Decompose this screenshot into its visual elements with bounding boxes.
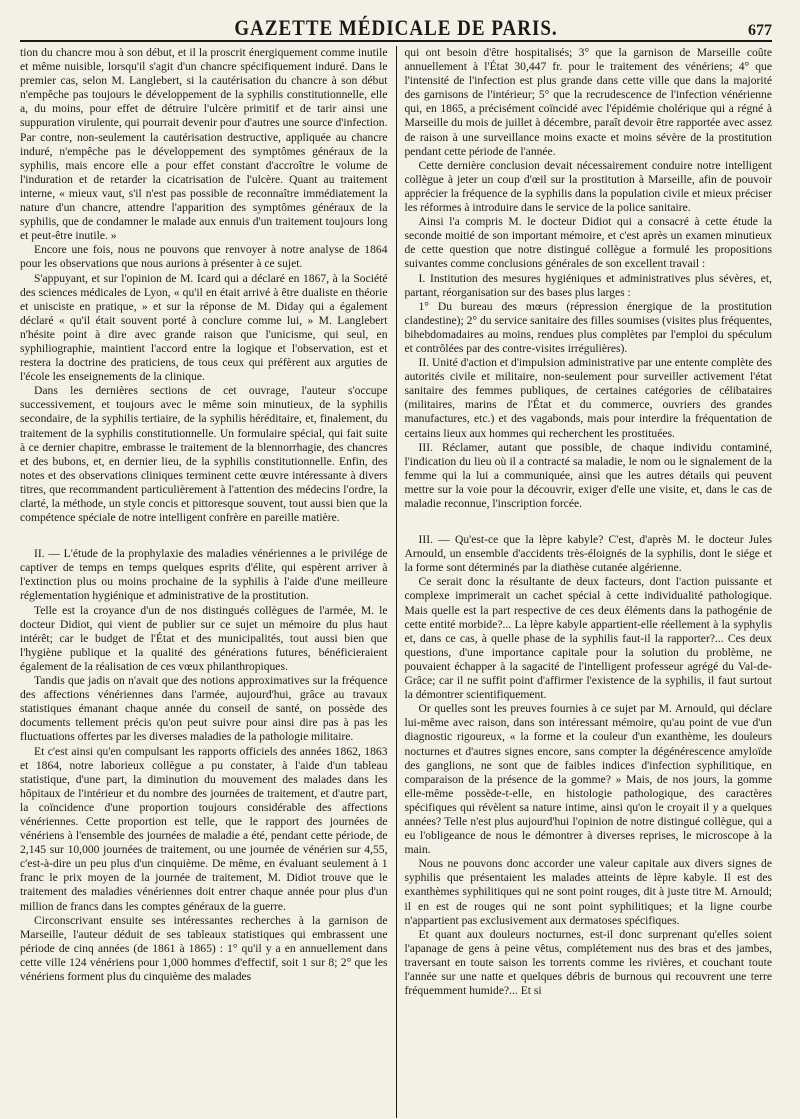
article-columns [20, 46, 772, 1118]
page-number: 677 [748, 22, 772, 39]
paragraph: Nous ne pouvons donc accorder une valeur capitale aux divers signes de syphilis que présentaient les malades atteints de lèpre kabyle. Il est des exanthèmes syphilitiques qui ne sont point rouges, dit à juste titre M. Arnould; il en est de rouges qui ne sont point syphilitiques; et la ligne courbe n'appartient pas exclusivement aux dermatoses spécifiques. [404, 857, 772, 927]
page-header [20, 14, 772, 42]
journal-title: GAZETTE MÉDICALE DE PARIS. [234, 16, 558, 41]
section-ii-paragraph: II. — L'étude de la prophylaxie des maladies vénériennes a le privilége de captiver de temps en temps quelques esprits d'élite, qui espèrent arriver à l'extinction plus ou moins prochaine de la syphilis à l'aide d'une meilleure réglementation hygiénique et administrative de la prostitution. [20, 547, 388, 603]
right-column [404, 46, 772, 1118]
paragraph: qui ont besoin d'être hospitalisés; 3° que la garnison de Marseille coûte annuellement à l'État 30,447 fr. pour le traitement des vénériens; 4° que l'intensité de l'infection est plus grande dans cette ville que dans la majorité des garnisons de l'intérieur; 5° que la recrudescence de l'infection vénérienne qui, en 1865, a précisément coïncidé avec l'épidémie cholérique qui a régné à Marseille du mois de juillet à décembre, paraît devoir être rapportée avec assez de raison à une surveillance moins exacte et moins sévère de la prostitution pendant cette période de l'année. [404, 46, 772, 158]
paragraph: Et quant aux douleurs nocturnes, est-il donc surprenant qu'elles soient l'apanage de gens à peine vêtus, complétement nus des bras et des jambes, traversant en toute saison les torrents comme les rivières, et couchant toute l'année sur une natte et quelques débris de burnous qui recouvrent une terre fréquemment humide?... Et si [404, 927, 772, 998]
paragraph: Et c'est ainsi qu'en compulsant les rapports officiels des années 1862, 1863 et 1864, notre laborieux collègue a pu constater, à l'aide d'un tableau statistique, d'une part, la diminution du mouvement des malades dans les hôpitaux de l'intérieur et du nombre des journées de traitement, et d'autre part, la coïncidence d'une proportion toujours considérable des affections vénériennes. Cette proportion est telle, que le rapport des journées de vénériens à l'ensemble des journées de maladie a été, pendant cette période, de 2,145 sur 10,000 journées de traitement, ou une journée de vénérien sur 4,55, c'est-à-dire un peu plus d'un cinquième. De même, en évaluant seulement à 1 franc le prix moyen de la journée de traitement, M. Didiot trouve que le traitement des maladies vénériennes doit entrer chaque année pour plus d'un million de francs dans les comptes généraux de la guerre. [20, 744, 388, 913]
paragraph: Tandis que jadis on n'avait que des notions approximatives sur la fréquence des affections vénériennes dans l'armée, aujourd'hui, grâce au travaux statistiques émanant chaque année du conseil de santé, on possède des documents tellement précis qu'on peut suivre pour ainsi dire pas à pas les fluctuations offertes par les diverses maladies de la pathologie militaire. [20, 674, 388, 744]
paragraph: III. Réclamer, autant que possible, de chaque individu contaminé, l'indication du lieu où il a contracté sa maladie, le nom ou le signalement de la femme qui la lui a communiquée, ainsi que les autres détails qui peuvent mettre sur la voie pour la découvrir, exiger d'elle une visite, et, dans le cas de maladie reconnue, l'inscription forcée. [404, 440, 772, 510]
paragraph: tion du chancre mou à son début, et il la proscrit énergiquement comme inutile et même nuisible, lorsqu'il s'agit d'un chancre spécifiquement induré. Dans le premier cas, selon M. Langlebert, si la cautérisation du chancre à son début n'empêche pas toujours le développement de la syphilis constitutionnelle, elle a, du moins, pour effet de détruire l'ulcère primitif et de tarir ainsi une suppuration virulente, qui pourrait devenir pour d'autres une source d'infection. Par contre, non-seulement la cautérisation destructive, appliquée au chancre induré, n'empêche pas le développement des symptômes généraux de la syphilis, mais encore elle a pour effet constant d'accroître le volume de l'induration et de retarder la cicatrisation de l'ulcère. Quant au traitement interne, « mieux vaut, s'il n'est pas possible de reconnaître immédiatement la nature d'un chancre, attendre l'apparition des symptômes généraux de la syphilis, que de condamner le malade aux ennuis d'un traitement toujours long et peut-être inutile. » [20, 46, 388, 243]
paragraph: Circonscrivant ensuite ses intéressantes recherches à la garnison de Marseille, l'auteur déduit de ses tableaux statistiques qui embrassent une période de cinq années (de 1861 à 1865) : 1° qu'il y a en annuellement dans cette ville 124 vénériens pour 1,000 hommes d'effectif, soit 1 sur 8; 2° que les vénériens forment plus du cinquième des malades [20, 913, 388, 983]
section-iii-paragraph: III. — Qu'est-ce que la lèpre kabyle? C'est, d'après M. le docteur Jules Arnould, un ensemble d'accidents très-éloignés de la syphilis, dont le siége et la forme sont déterminés par la diathèse cutanée algérienne. [404, 533, 772, 575]
paragraph: Ainsi l'a compris M. le docteur Didiot qui a consacré à cette étude la seconde moitié de son important mémoire, et c'est après un examen minutieux de cette question que notre distingué collègue a formulé les propositions suivantes comme conclusions générales de son excellent travail : [404, 215, 772, 271]
paragraph: Or quelles sont les preuves fournies à ce sujet par M. Arnould, qui déclare lui-même avec raison, dans son intéressant mémoire, qu'au point de vue d'un diagnostic rigoureux, « la forme et la couleur d'un exanthème, les douleurs nocturnes et d'autres signes encore, sans compter la dégénérescence amyloïde des ganglions, ne sont que de faibles indices d'infection syphilitique, en comparaison de la présence de la gomme? » Mais, de nos jours, la gomme elle-même possède-t-elle, en histologie pathologique, des caractères spécifiques qui révèlent sa nature intime, ainsi qu'on le croyait il y a quelques années? Telle n'est plus aujourd'hui l'opinion de notre distingué collègue, qui a eu l'obligeance de nous le démontrer à diverses reprises, le microscope à la main. [404, 702, 772, 857]
paragraph: II. Unité d'action et d'impulsion administrative par une entente complète des autorités civile et militaire, non-seulement pour surveiller activement l'état sanitaire des femmes publiques, de certaines catégories de célibataires (militaires, marins de l'État et du commerce, ouvriers des grandes manufactures, etc.) et des vagabonds, mais pour interdire la fréquentation de certains lieux aux hommes qui recherchent les prostituées. [404, 356, 772, 440]
paragraph: Dans les dernières sections de cet ouvrage, l'auteur s'occupe successivement, et toujours avec le même soin minutieux, de la syphilis secondaire, de la syphilis tertiaire, de la syphilis héréditaire, et, finalement, du traitement de la syphilis constitutionnelle. Un formulaire spécial, qui fait suite à ce dernier chapitre, embrasse le traitement de la blennorrhagie, des chancres et des bubons, et, en dernier lieu, de la syphilis constitutionnelle. Enfin, des notes et des observations cliniques terminent cette œuvre intéressante à divers titres, que recommandent particulièrement à l'attention des médecins l'ordre, la clarté, la méthode, un style concis et pittoresque souvent, tout aussi bien que la compétence spéciale de notre intelligent confrère en pareille matière. [20, 384, 388, 525]
column-divider [396, 46, 397, 1118]
paragraph: Encore une fois, nous ne pouvons que renvoyer à notre analyse de 1864 pour les observations que nous aurions à présenter à ce sujet. [20, 243, 388, 271]
paragraph: Cette dernière conclusion devait nécessairement conduire notre intelligent collègue à jeter un coup d'œil sur la prostitution à Marseille, afin de pouvoir apprécier la fréquence de la syphilis dans la population civile et mieux préciser les réformes à introduire dans le service de la police sanitaire. [404, 158, 772, 215]
paragraph: Telle est la croyance d'un de nos distingués collègues de l'armée, M. le docteur Didiot, qui vient de publier sur ce sujet un mémoire du plus haut intérêt; car le budget de l'État et des municipalités, tout aussi bien que l'hygiène publique et la qualité des générations futures, bénéficieraient également de la réalisation de ces vœux philanthropiques. [20, 603, 388, 673]
paragraph: I. Institution des mesures hygiéniques et administratives plus sévères, et, partant, réorganisation sur des bases plus larges : [404, 271, 772, 299]
paragraph: 1° Du bureau des mœurs (répression énergique de la prostitution clandestine); 2° du service sanitaire des filles soumises (visites plus fréquentes, bihebdomadaires au moins, rendues plus complètes par l'emploi du spéculum et contrôlées par des contre-visites irrégulières). [404, 299, 772, 355]
left-column [20, 46, 388, 1118]
paragraph: S'appuyant, et sur l'opinion de M. Icard qui a déclaré en 1867, à la Société des sciences médicales de Lyon, « qu'il en était arrivé à être dualiste en théorie et unisciste en pratique, » et sur la réponse de M. Diday qui a également déclaré « qu'il était souvent porté à conclure comme lui, » M. Langlebert n'hésite point à dire avec grande raison que l'unicisme, qui seul, en syphiliographie, maintient l'accord entre la logique et l'observation, est et restera la doctrine des praticiens, de tous ceux qui préfèrent aux arguties de l'école les enseignements de la clinique. [20, 271, 388, 384]
paragraph: Ce serait donc la résultante de deux facteurs, dont l'action puissante et complexe imprimerait un cachet spécial à cette individualité pathologique. Mais quelle est la part respective de ces deux éléments dans la pathogénie de cette entité morbide?... La lèpre kabyle appartient-elle réellement à la syphylis et, dans ce cas, à quelle phase de la syphilis faut-il la rapporter?... Ces deux questions, d'une importance capitale pour la solution du problème, ne pouvaient échapper à la sagacité de l'intelligent professeur agrégé du Val-de-Grâce; car il ne suffit point d'affirmer l'existence de la syphilis, il faut surtout la démontrer scientifiquement. [404, 575, 772, 702]
